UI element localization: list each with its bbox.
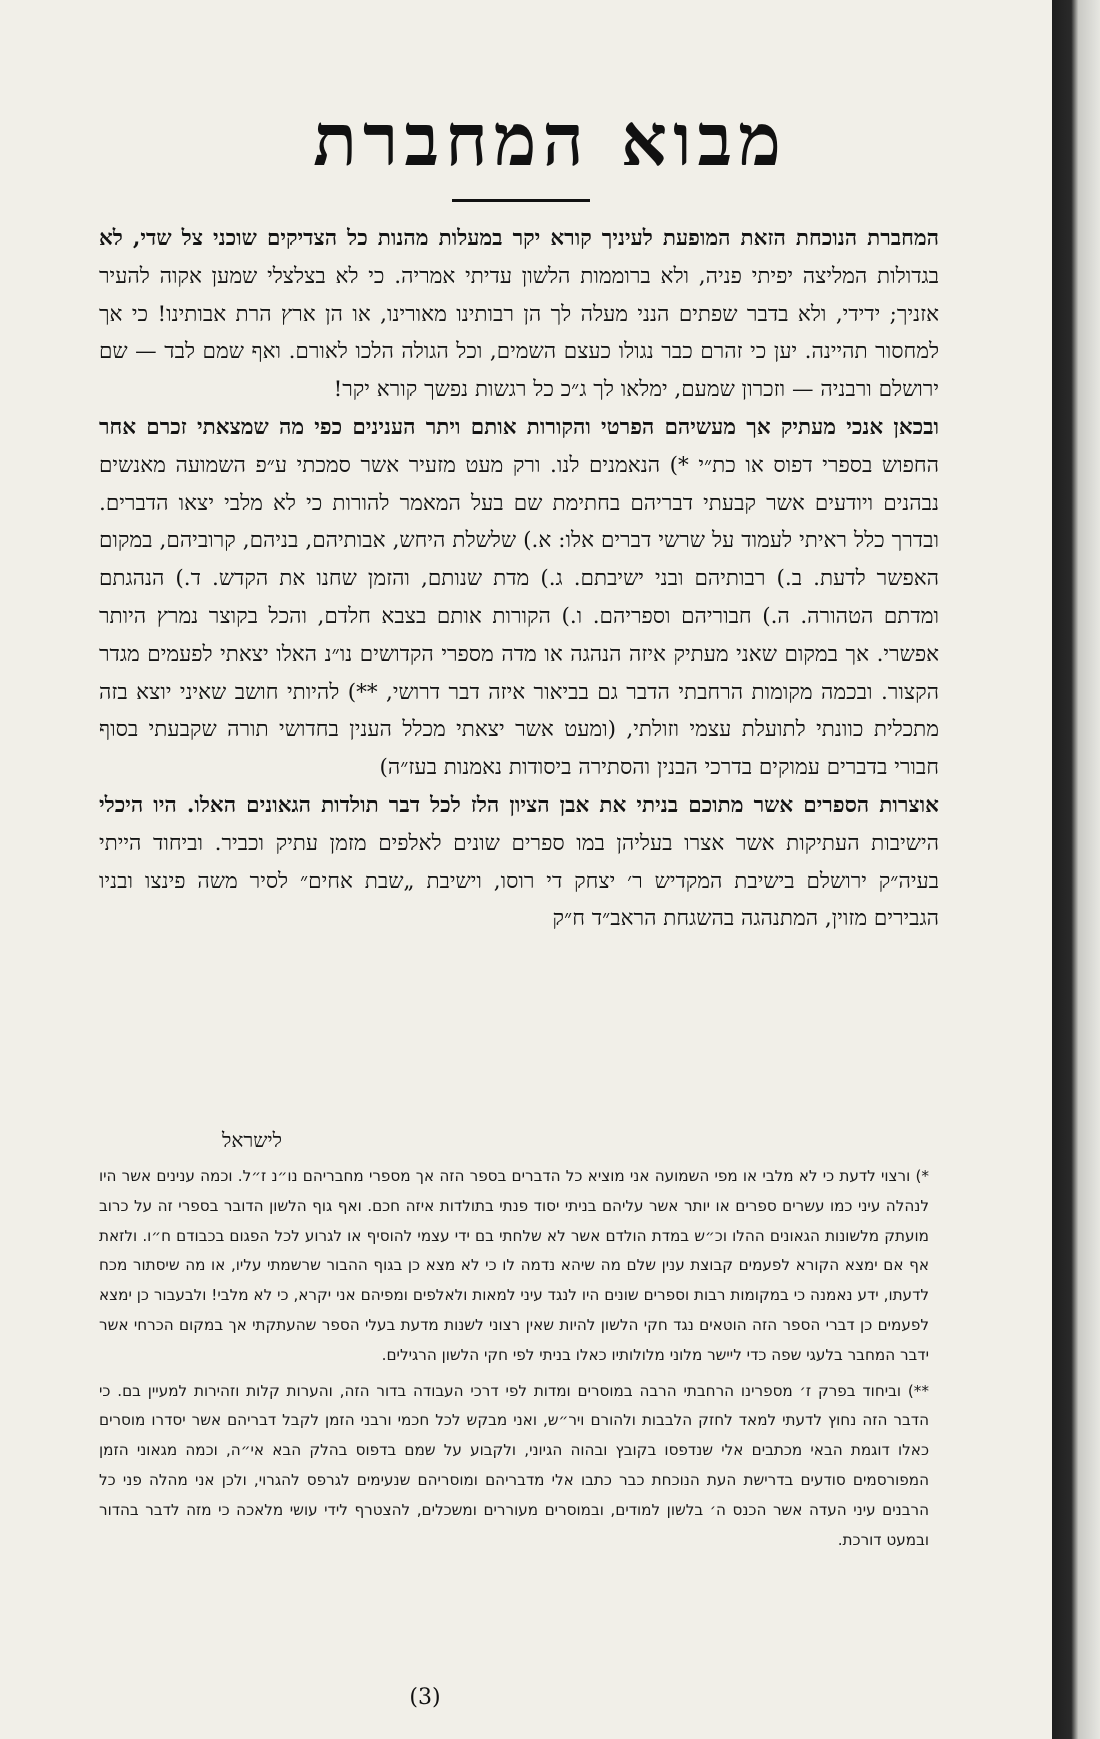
footnote-2: **) וביחוד בפרק ז׳ מספרינו הרחבתי הרבה במוסרים ומדות לפי דרכי העבודה בדור הזה, והערות קלות וזהירות למעיין בם. כי הדבר הזה נחוץ לדעתי למאד לחזק הלבבות ולהורם ויר״ש, ואני מבקש לכל חכמי ורבני הזמן לקבל דבריהם אשר יסדרו מוסרים כאלו דוגמת הבאי מכתבים אלי שנדפסו בקובץ ובהוה הגיוני, ולקבוע על שמם בדפוס בהלק הבא אי״ה, וכמה מגאוני הזמן המפורסמים סודעים בדרישת העת הנוכחת כבר כתבו אלי מדבריהם ומוסריהם שנעימים לגרפס להגרוי, ולכן אני מהלה פני כל הרבנים עיני העדה אשר הכנס ה׳ בלשון למודים, ובמוסרים מעוררים ומשכלים, להצטרף לידי עושי מלאכה כי מזה לדבר בהדור ובמעט דורכת. <box>99 1381 929 1549</box>
page-title: מבוא המחברת <box>313 97 787 182</box>
paragraph-method: ובכאן אנכי מעתיק אך מעשיהם הפרטי והקורות אותם ויתר הענינים כפי מה שמצאתי זכרם אחר החפוש בספרי דפוס או כת״י *) הנאמנים לנו. ורק מעט מזעיר אשר סמכתי ע״פ השמועה מאנשים נבהנים ויודעים אשר קבעתי דבריהם בחתימת שם בעל המאמר להורות כי לא מלבי יצאו הדברים. ובדרך כלל ראיתי לעמוד על שרשי דברים אלו: א.) שלשלת היחש, אבותיהם, בניהם, קרוביהם, במקום האפשר לדעת. ב.) רבותיהם ובני ישיבתם. ג.) מדת שנותם, והזמן שחנו את הקדש. ד.) הנהגתם ומדתם הטהורה. ה.) חבוריהם וספריהם. ו.) הקורות אותם בצבא חלדם, והכל בקוצר נמרץ היותר אפשרי. אך במקום שאני מעתיק איזה הנהגה או מדה מספרי הקדושים נו״נ האלו יצאתי לפעמים מגדר הקצור. ובכמה מקומות הרחבתי הדבר גם בביאור איזה דבר דרושי, **) להיותי חושב שאיני יוצא בזה מתכלית כוונתי לתועלת עצמי וזולתי, (ומעט אשר יצאתי מכלל הענין בחדושי תורה שקבעתי בסוף חבורי בדברים עמוקים בדרכי הבנין והסתירה ביסודות נאמנות בעז״ה) <box>99 414 939 781</box>
main-text <box>99 220 939 938</box>
page-number: (3) <box>409 1685 441 1710</box>
paragraph-sources: אוצרות הספרים אשר מתוכם בניתי את אבן הציון הלז לכל דבר תולדות הגאונים האלו. היו היכלי הישיבות העתיקות אשר אצרו בעליהן במו ספרים שונים לאלפים מזמן עתיק וכביר. וביחוד הייתי בעיה״ק ירושלם בישיבת המקדיש ר׳ יצחק די רוסו, וישיבת „שבת אחים״ לסיר משה פינצו ובניו הגבירים מזוין, המתנהגה בהשגחת הראב״ד ח״ק <box>99 792 939 932</box>
footnote-1: *) ורצוי לדעת כי לא מלבי או מפי השמועה אני מוציא כל הדברים בספר הזה אך מספרי מחבריהם נו״נ ז״ל. וכמה ענינים אשר היו לנהלה עיני כמו עשרים ספרים או יותר אשר עליהם בניתי יסוד פנתי בתולדות איזה חכם. ואף גוף הלשון הדובר בספרי זה על כרוב מועתק מלשונות הגאונים ההלו וכ״ש במדת הולדם אשר לא שלחתי בם ידי עצמי להוסיף או לגרוע לכל הפגום בכבודם ח״ו. ולזאת אף אם ימצא הקורא לפעמים קבוצת ענין שלם מה שיהא נדמה לו כי לא מצא כן בגוף ההבור שרשמתי עליו, או מה שיסתור מכח לדעתו, ידע נאמנה כי במקומות רבות וספרים שונים היו לנגד עיני למאות ולאלפים ומפיהם אני יקרא, כי לא מלבי! ולבעבור כן ימצא לפעמים כן דברי הספר הזה הוטאים נגד חקי הלשון להיות שאין רצוני לשנות מדעת בעלי הספר שהעתקתי אך במקום הכרחי אשר ידבר המחבר בלעגי שפה כדי ליישר מלוני מלולותיו כאלו בניתי לפי חקי הלשון הרגילים. <box>99 1167 929 1364</box>
title-underline <box>452 199 590 202</box>
paragraph-intro: המחברת הנוכחת הזאת המופעת לעיניך קורא יקר במעלות מהנות כל הצדיקים שוכני צל שדי, לא בגדולות המליצה יפיתי פניה, ולא ברוממות הלשון עדיתי אמריה. כי לא בצלצלי שמען אקוה להעיר אזניך; ידידי, ולא בדבר שפתים הנני מעלה לך הן רבותינו מאורינו, או הן ארץ הרת אבותינו! כי אך למחסור תהיינה. יען כי זהרם כבר נגולו כעצם השמים, וכל הגולה הלכו לאורם. ואף שמם לבד — שם ירושלם ורבניה — וזכרון שמעם, ימלאו לך ג״כ כל רגשות נפשך קורא יקר! <box>99 226 939 403</box>
continuation-word: לישראל <box>222 1128 282 1152</box>
footnotes <box>99 1162 929 1561</box>
page-edge-shadow <box>1052 0 1100 1739</box>
